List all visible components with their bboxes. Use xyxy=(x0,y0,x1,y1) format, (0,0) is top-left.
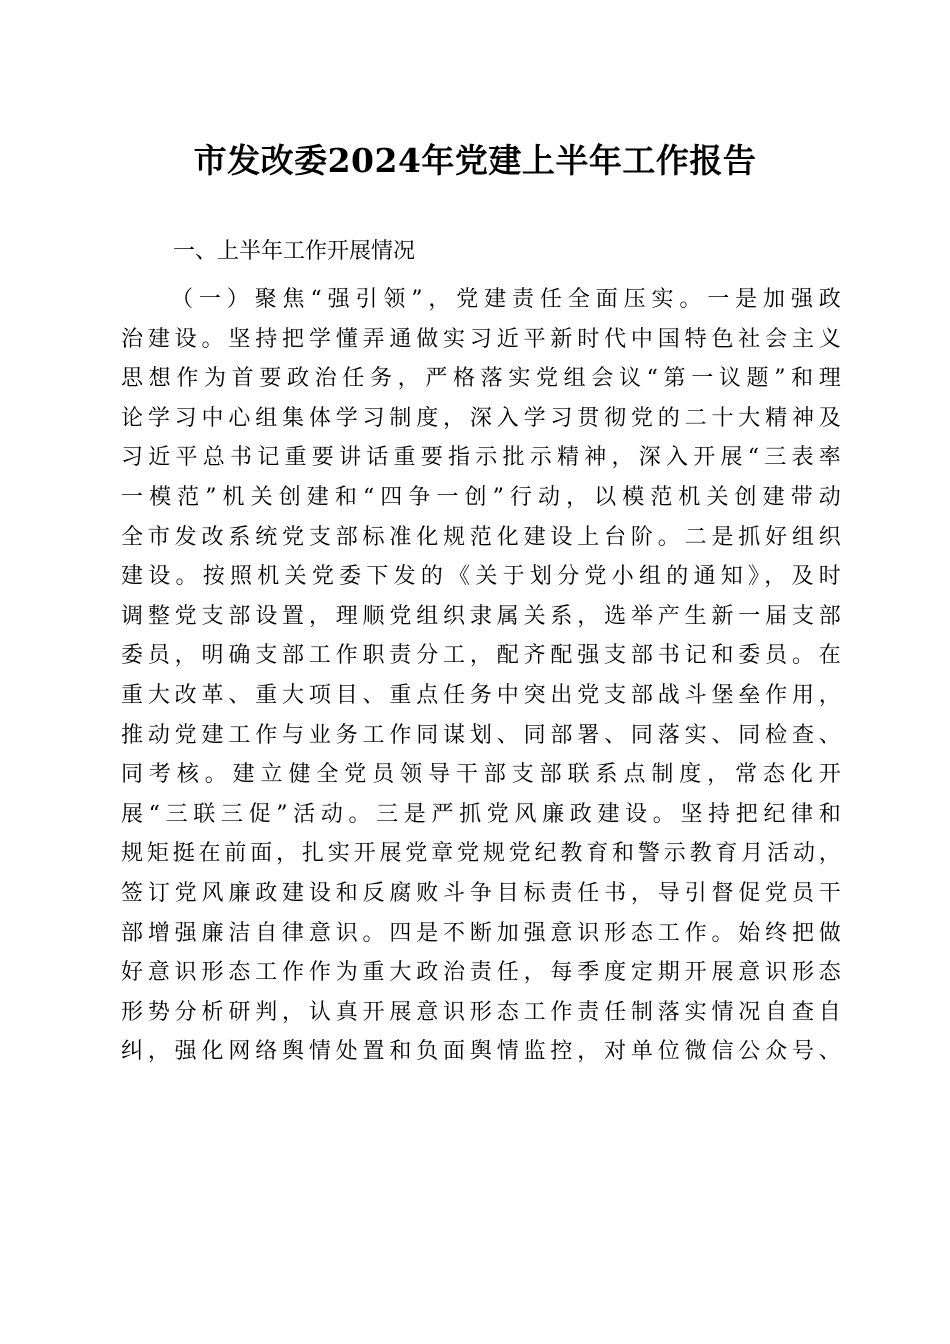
text-line: 同考核。建立健全党员领导干部支部联系点制度，常态化开 xyxy=(121,762,841,788)
text-line: 委员，明确支部工作职责分工，配齐配强支部书记和委员。在 xyxy=(121,643,841,669)
text-line: 重大改革、重大项目、重点任务中突出党支部战斗堡垒作用， xyxy=(121,682,841,708)
body-paragraph xyxy=(121,280,841,1072)
text-line: 思想作为首要政治任务，严格落实党组会议“第一议题”和理 xyxy=(121,366,841,392)
text-line: 部增强廉洁自律意识。四是不断加强意识形态工作。始终把做 xyxy=(121,920,841,946)
text-line: 规矩挺在前面，扎实开展党章党规党纪教育和警示教育月活动， xyxy=(121,841,841,867)
text-line: 好意识形态工作作为重大政治责任，每季度定期开展意识形态 xyxy=(121,960,841,986)
text-line: 一模范”机关创建和“四争一创”行动，以模范机关创建带动 xyxy=(121,484,841,510)
text-line: 调整党支部设置，理顺党组织隶属关系，选举产生新一届支部 xyxy=(121,603,841,629)
text-line: 纠，强化网络舆情处置和负面舆情监控，对单位微信公众号、 xyxy=(121,1039,841,1065)
text-line: 展“三联三促”活动。三是严抓党风廉政建设。坚持把纪律和 xyxy=(121,801,841,827)
document-title: 市发改委2024年党建上半年工作报告 xyxy=(193,141,757,180)
text-line: 论学习中心组集体学习制度，深入学习贯彻党的二十大精神及 xyxy=(121,405,841,431)
text-line: 推动党建工作与业务工作同谋划、同部署、同落实、同检查、 xyxy=(121,722,841,748)
text-line: 建设。按照机关党委下发的《关于划分党小组的通知》，及时 xyxy=(121,564,841,590)
text-line: 签订党风廉政建设和反腐败斗争目标责任书，导引督促党员干 xyxy=(121,880,841,906)
text-line: 全市发改系统党支部标准化规范化建设上台阶。二是抓好组织 xyxy=(121,524,841,550)
text-line: 形势分析研判，认真开展意识形态工作责任制落实情况自查自 xyxy=(121,999,841,1025)
text-line: （一）聚焦“强引领”，党建责任全面压实。一是加强政 xyxy=(171,287,841,312)
section-heading: 一、上半年工作开展情况 xyxy=(173,239,416,264)
text-line: 治建设。坚持把学懂弄通做实习近平新时代中国特色社会主义 xyxy=(121,326,841,352)
text-line: 习近平总书记重要讲话重要指示批示精神，深入开展“三表率 xyxy=(121,445,841,471)
